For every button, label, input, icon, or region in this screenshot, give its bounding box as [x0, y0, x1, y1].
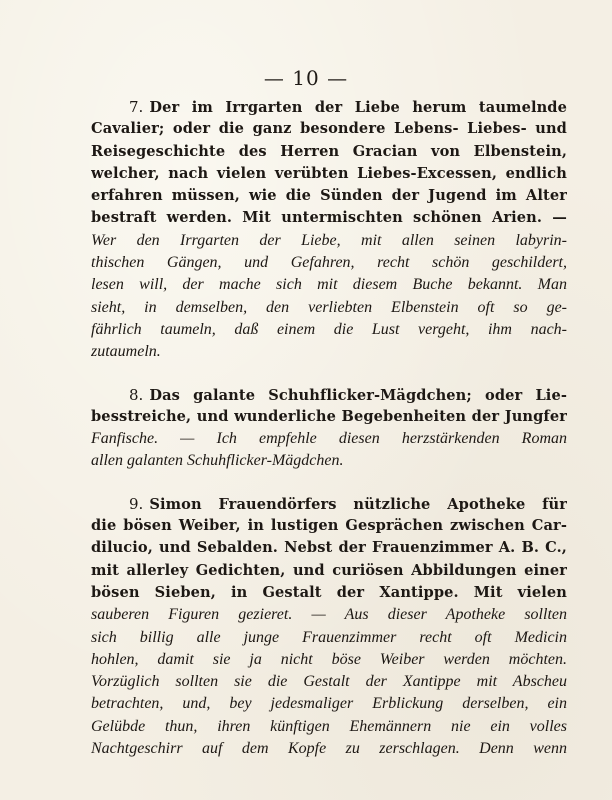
- entry-line: [91, 560, 567, 582]
- entry-title-text: dilucio, und Sebalden. Nebst der Frauenzimmer A. B. C.,: [91, 539, 567, 557]
- entry-description-text: allen galanten Schuhflicker-Mägdchen.: [91, 452, 344, 470]
- entry-line: [91, 582, 567, 604]
- entry-title-text: besstreiche, und wunderliche Begebenheiten der Jungfer: [91, 407, 567, 425]
- entry-line: [91, 493, 567, 515]
- entry-title-text: Der im Irrgarten der Liebe herum taumelnde: [149, 99, 567, 116]
- entry-line: [91, 297, 567, 319]
- entry-title-text: welcher, nach vielen verübten Liebes-Excessen, endlich: [91, 164, 567, 182]
- entry-line: [91, 450, 567, 472]
- entry-title-text: mit allerley Gedichten, und curiösen Abbildungen einer: [91, 561, 567, 579]
- entry-description-text: hohlen, damit sie ja nicht böse Weiber werden möchten.: [91, 650, 567, 668]
- entry-description-text: Nachtgeschirr auf dem Kopfe zu zerschlagen. Denn wenn: [91, 740, 567, 758]
- entry-line: [91, 649, 567, 671]
- entry-line: [91, 515, 567, 537]
- page-number: — 10 —: [263, 66, 349, 90]
- entry-description-text: sich billig alle junge Frauenzimmer recht oft Medicin: [91, 628, 567, 646]
- catalog-entry: [91, 493, 567, 761]
- entry-description-text: lesen will, der mache sich mit diesem Buche bekannt. Man: [91, 276, 567, 294]
- entry-line: [91, 252, 567, 274]
- catalog-entry: [91, 384, 567, 473]
- entry-title-text: bestraft werden. Mit untermischten schönen Arien. —: [91, 209, 567, 227]
- entry-line: [91, 537, 567, 559]
- entry-line: [91, 230, 567, 252]
- entry-title-text: Reisegeschichte des Herren Gracian von Elbenstein,: [91, 142, 567, 160]
- entry-line: [91, 604, 567, 626]
- catalog-entry: [91, 96, 567, 364]
- entry-line: [91, 341, 567, 363]
- entry-title-text: Simon Frauendörfers nützliche Apotheke für: [149, 495, 567, 513]
- entry-line: [91, 207, 567, 229]
- entry-description-text: zutaumeln.: [91, 343, 161, 361]
- entry-line: [91, 627, 567, 649]
- entry-description-text: Gelübde thun, ihren künftigen Ehemännern nie ein volles: [91, 717, 567, 735]
- entry-title-text: die bösen Weiber, in lustigen Gesprächen zwischen Car-: [91, 517, 567, 535]
- entry-number: 9.: [129, 494, 144, 513]
- entry-line: [91, 693, 567, 715]
- entry-line: [91, 428, 567, 450]
- entry-line: [91, 163, 567, 185]
- entry-title-text: erfahren müssen, wie die Sünden der Jugend im Alter: [91, 187, 567, 205]
- entry-description-text: fährlich taumeln, daß einem die Lust vergeht, ihm nach-: [91, 320, 567, 338]
- entry-title-text: bösen Sieben, in Gestalt der Xantippe. Mit vielen: [91, 583, 567, 601]
- entry-description-text: betrachten, und, bey jedesmaliger Erblickung derselben, ein: [91, 695, 567, 713]
- entry-number: 8.: [129, 385, 144, 404]
- entry-line: [91, 185, 567, 207]
- entry-description-text: sauberen Figuren gezieret. — Aus dieser Apotheke sollten: [91, 606, 567, 624]
- entry-line: [91, 118, 567, 140]
- entry-description-text: Vorzüglich sollten sie die Gestalt der Xantippe mit Abscheu: [91, 673, 567, 691]
- entry-description-text: sieht, in demselben, den verliebten Elbenstein oft so ge-: [91, 298, 567, 316]
- entry-description-text: Fanfische. — Ich empfehle diesen herzstärkenden Roman: [91, 430, 567, 448]
- entry-line: [91, 738, 567, 760]
- entry-title-text: Cavalier; oder die ganz besondere Lebens- Liebes- und: [91, 120, 567, 138]
- entry-description-text: Wer den Irrgarten der Liebe, mit allen seinen labyrin-: [91, 231, 567, 249]
- entry-line: [91, 319, 567, 341]
- entry-line: [91, 141, 567, 163]
- entry-number: 7.: [129, 98, 144, 116]
- entry-title-text: Das galante Schuhflicker-Mägdchen; oder Lie-: [149, 386, 567, 404]
- entry-line: [91, 671, 567, 693]
- entry-line: [91, 384, 567, 406]
- entry-description-text: thischen Gängen, und Gefahren, recht schön geschildert,: [91, 254, 567, 272]
- entry-line: [91, 716, 567, 738]
- catalog-entries: [91, 96, 567, 780]
- entry-line: [91, 406, 567, 428]
- entry-line: [91, 274, 567, 296]
- entry-line: [91, 96, 567, 118]
